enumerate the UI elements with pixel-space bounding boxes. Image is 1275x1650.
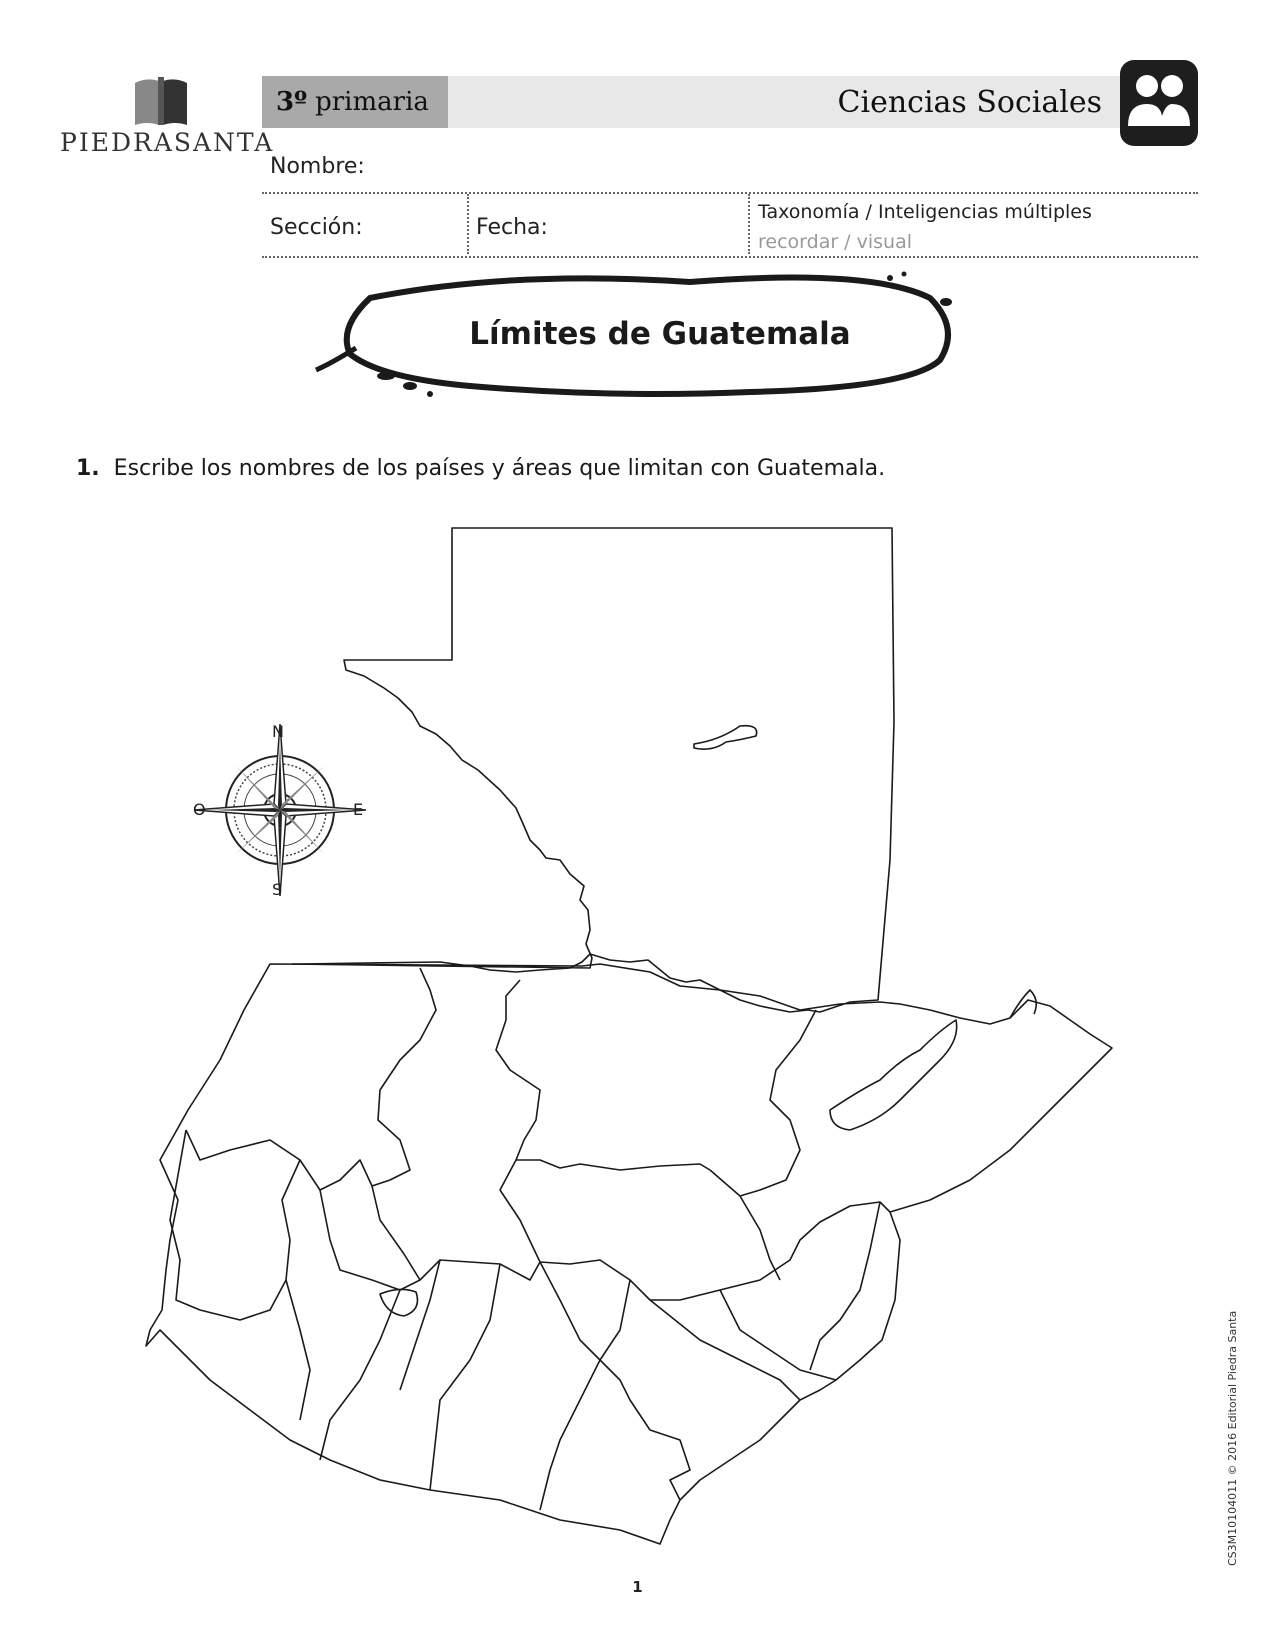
date-label: Fecha:: [476, 215, 548, 240]
map-region: [292, 528, 894, 1012]
map-border: [496, 980, 710, 1170]
question-text: Escribe los nombres de los países y áreas que limitan con Guatemala.: [113, 456, 886, 481]
map-border: [286, 1280, 310, 1420]
map-border: [372, 968, 436, 1280]
copyright-notice: CS3M10104011 © 2016 Editorial Piedra Santa: [1226, 1310, 1239, 1566]
map-border: [720, 1290, 836, 1380]
name-label: Nombre:: [270, 154, 365, 179]
map-border: [650, 1430, 690, 1500]
map-region: [146, 964, 1112, 1544]
grade-number: 3º: [276, 87, 308, 117]
map-border: [540, 1360, 600, 1510]
section-label: Sección:: [270, 215, 363, 240]
map-border: [540, 1262, 650, 1430]
taxonomy-value: recordar / visual: [758, 231, 913, 253]
compass-rose-icon: [190, 720, 370, 900]
map-border: [320, 1290, 400, 1460]
map-lake: [830, 1020, 957, 1130]
map-border: [740, 1010, 816, 1196]
publisher-name: PIEDRASANTA: [60, 128, 275, 157]
map-border: [186, 1130, 372, 1190]
compass-north-label: N: [272, 722, 284, 741]
taxonomy-label: Taxonomía / Inteligencias múltiples: [758, 201, 1092, 223]
map-border: [500, 1160, 890, 1300]
page-title: Límites de Guatemala: [469, 316, 851, 352]
map-lake: [694, 726, 757, 749]
compass-west-label: O: [193, 800, 206, 819]
compass-east-label: E: [353, 800, 364, 819]
map-border: [170, 1130, 300, 1320]
map-border: [430, 1264, 500, 1490]
compass-south-label: S: [272, 880, 283, 899]
map-border: [600, 1280, 630, 1360]
grade-label: primaria: [315, 87, 429, 117]
map-border: [320, 1190, 540, 1290]
subject-title: Ciencias Sociales: [448, 76, 1120, 128]
page-number: 1: [632, 1578, 643, 1596]
map-border: [810, 1202, 880, 1370]
map-border: [650, 1300, 800, 1400]
question-number: 1.: [76, 456, 100, 481]
